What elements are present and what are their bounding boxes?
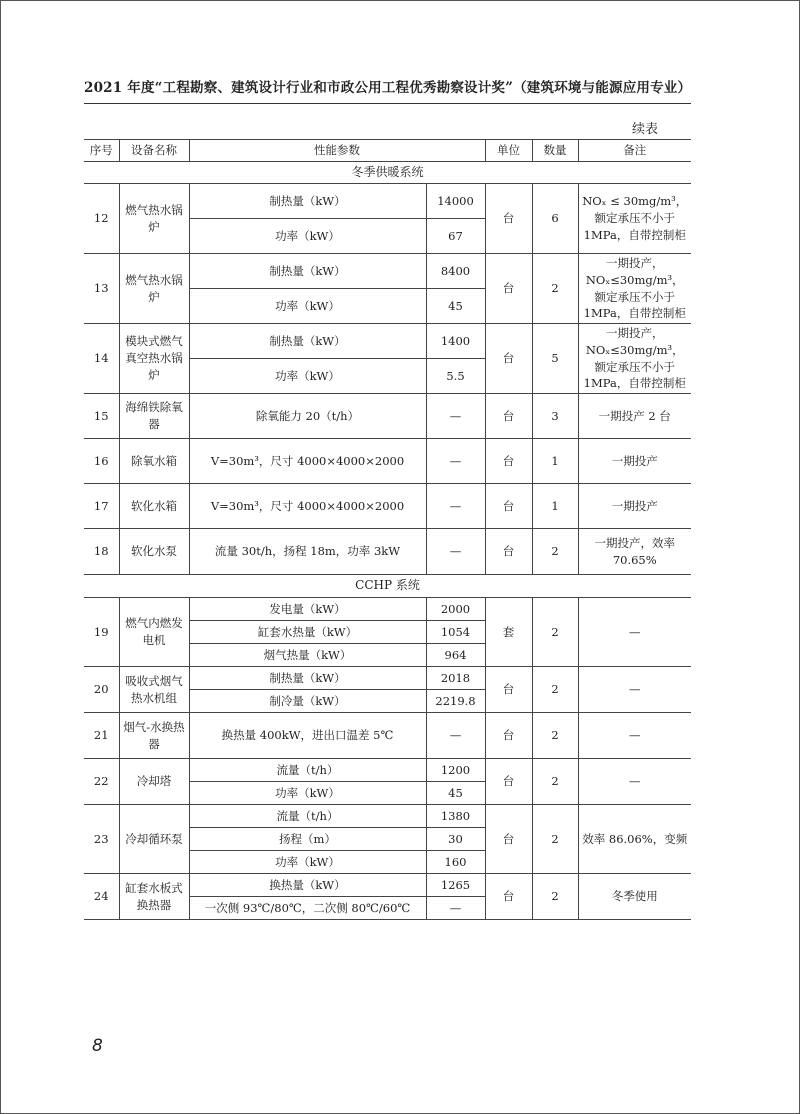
note-cell: 效率 86.06%，变频: [578, 805, 691, 874]
param-label: V=30m³，尺寸 4000×4000×2000: [189, 439, 426, 484]
param-label: 除氧能力 20（t/h）: [189, 394, 426, 439]
equipment-name: 除氧水箱: [119, 439, 189, 484]
param-label: 缸套水热量（kW）: [189, 621, 426, 644]
unit-cell: 台: [485, 759, 532, 805]
qty-cell: 6: [532, 184, 578, 254]
table-row: [84, 254, 691, 289]
param-value: 8400: [426, 254, 485, 289]
row-no: 17: [84, 484, 119, 529]
param-value: 14000: [426, 184, 485, 219]
section-title-winter: 冬季供暖系统: [84, 162, 691, 184]
param-value: 2018: [426, 667, 485, 690]
param-value: 2219.8: [426, 690, 485, 713]
table-row: [84, 598, 691, 621]
param-value: —: [426, 713, 485, 759]
table-header-row: [84, 140, 691, 162]
qty-cell: 2: [532, 529, 578, 575]
equipment-name: 吸收式烟气热水机组: [119, 667, 189, 713]
table-row: [84, 184, 691, 219]
qty-cell: 2: [532, 667, 578, 713]
note-cell: 冬季使用: [578, 874, 691, 920]
param-value: 1380: [426, 805, 485, 828]
qty-cell: 2: [532, 805, 578, 874]
param-label: 扬程（m）: [189, 828, 426, 851]
row-no: 21: [84, 713, 119, 759]
row-no: 24: [84, 874, 119, 920]
col-header-unit: 单位: [485, 140, 532, 162]
equipment-name: 冷却循环泵: [119, 805, 189, 874]
param-label: 一次侧 93℃/80℃，二次侧 80℃/60℃: [189, 897, 426, 920]
qty-cell: 2: [532, 759, 578, 805]
note-cell: 一期投产，NOₓ≤30mg/m³，额定承压不小于 1MPa，自带控制柜: [578, 254, 691, 324]
equipment-name: 燃气热水锅炉: [119, 254, 189, 324]
qty-cell: 1: [532, 439, 578, 484]
param-value: 1054: [426, 621, 485, 644]
col-header-name: 设备名称: [119, 140, 189, 162]
section-row: [84, 575, 691, 598]
param-label: 制热量（kW）: [189, 324, 426, 359]
col-header-qty: 数量: [532, 140, 578, 162]
qty-cell: 2: [532, 254, 578, 324]
row-no: 20: [84, 667, 119, 713]
col-header-params: 性能参数: [189, 140, 485, 162]
equipment-name: 冷却塔: [119, 759, 189, 805]
table-row: [84, 529, 691, 575]
equipment-name: 燃气热水锅炉: [119, 184, 189, 254]
row-no: 12: [84, 184, 119, 254]
table-row: [84, 759, 691, 782]
unit-cell: 台: [485, 713, 532, 759]
param-label: 功率（kW）: [189, 289, 426, 324]
unit-cell: 台: [485, 484, 532, 529]
note-cell: —: [578, 667, 691, 713]
param-value: 1400: [426, 324, 485, 359]
row-no: 14: [84, 324, 119, 394]
note-cell: 一期投产，效率 70.65%: [578, 529, 691, 575]
equipment-name: 软化水箱: [119, 484, 189, 529]
table-row: [84, 324, 691, 359]
param-label: V=30m³，尺寸 4000×4000×2000: [189, 484, 426, 529]
param-label: 流量 30t/h，扬程 18m，功率 3kW: [189, 529, 426, 575]
param-value: 2000: [426, 598, 485, 621]
table-row: [84, 874, 691, 897]
param-label: 换热量（kW）: [189, 874, 426, 897]
note-cell: NOₓ ≤ 30mg/m³，额定承压不小于 1MPa，自带控制柜: [578, 184, 691, 254]
unit-cell: 套: [485, 598, 532, 667]
equipment-name: 海绵铁除氧器: [119, 394, 189, 439]
qty-cell: 2: [532, 713, 578, 759]
unit-cell: 台: [485, 324, 532, 394]
row-no: 13: [84, 254, 119, 324]
param-label: 功率（kW）: [189, 851, 426, 874]
note-cell: —: [578, 713, 691, 759]
equipment-name: 模块式燃气真空热水锅炉: [119, 324, 189, 394]
param-value: 45: [426, 782, 485, 805]
param-value: 1200: [426, 759, 485, 782]
table-row: [84, 439, 691, 484]
header-divider: [84, 103, 691, 104]
param-label: 换热量 400kW，进出口温差 5℃: [189, 713, 426, 759]
param-value: 67: [426, 219, 485, 254]
continued-label: 续表: [632, 122, 659, 137]
param-value: 160: [426, 851, 485, 874]
qty-cell: 3: [532, 394, 578, 439]
col-header-note: 备注: [578, 140, 691, 162]
param-label: 烟气热量（kW）: [189, 644, 426, 667]
row-no: 16: [84, 439, 119, 484]
param-value: 964: [426, 644, 485, 667]
param-label: 制热量（kW）: [189, 254, 426, 289]
unit-cell: 台: [485, 254, 532, 324]
table-row: [84, 484, 691, 529]
param-value: 1265: [426, 874, 485, 897]
param-label: 功率（kW）: [189, 782, 426, 805]
equipment-name: 软化水泵: [119, 529, 189, 575]
qty-cell: 5: [532, 324, 578, 394]
unit-cell: 台: [485, 874, 532, 920]
equipment-table: [84, 139, 691, 920]
qty-cell: 1: [532, 484, 578, 529]
param-value: —: [426, 394, 485, 439]
page-header-title: 2021 年度“工程勘察、建筑设计行业和市政公用工程优秀勘察设计奖”（建筑环境与能源应用专业）: [84, 80, 692, 96]
unit-cell: 台: [485, 667, 532, 713]
row-no: 19: [84, 598, 119, 667]
param-value: —: [426, 439, 485, 484]
note-cell: 一期投产，NOₓ≤30mg/m³，额定承压不小于 1MPa，自带控制柜: [578, 324, 691, 394]
qty-cell: 2: [532, 874, 578, 920]
unit-cell: 台: [485, 529, 532, 575]
param-label: 制热量（kW）: [189, 667, 426, 690]
unit-cell: 台: [485, 184, 532, 254]
table-row: [84, 667, 691, 690]
param-label: 制冷量（kW）: [189, 690, 426, 713]
row-no: 22: [84, 759, 119, 805]
param-label: 功率（kW）: [189, 359, 426, 394]
param-value: —: [426, 484, 485, 529]
qty-cell: 2: [532, 598, 578, 667]
equipment-name: 燃气内燃发电机: [119, 598, 189, 667]
param-value: —: [426, 897, 485, 920]
param-label: 发电量（kW）: [189, 598, 426, 621]
note-cell: 一期投产 2 台: [578, 394, 691, 439]
equipment-name: 缸套水板式换热器: [119, 874, 189, 920]
unit-cell: 台: [485, 805, 532, 874]
unit-cell: 台: [485, 439, 532, 484]
param-value: 30: [426, 828, 485, 851]
param-label: 流量（t/h）: [189, 805, 426, 828]
note-cell: —: [578, 759, 691, 805]
param-value: —: [426, 529, 485, 575]
param-value: 45: [426, 289, 485, 324]
param-label: 功率（kW）: [189, 219, 426, 254]
note-cell: 一期投产: [578, 484, 691, 529]
note-cell: —: [578, 598, 691, 667]
param-value: 5.5: [426, 359, 485, 394]
row-no: 15: [84, 394, 119, 439]
unit-cell: 台: [485, 394, 532, 439]
section-title-cchp: CCHP 系统: [84, 575, 691, 598]
table-row: [84, 805, 691, 828]
param-label: 制热量（kW）: [189, 184, 426, 219]
row-no: 18: [84, 529, 119, 575]
table-row: [84, 394, 691, 439]
table-row: [84, 713, 691, 759]
equipment-name: 烟气-水换热器: [119, 713, 189, 759]
page-number: 8: [92, 1036, 103, 1056]
note-cell: 一期投产: [578, 439, 691, 484]
col-header-no: 序号: [84, 140, 119, 162]
param-label: 流量（t/h）: [189, 759, 426, 782]
row-no: 23: [84, 805, 119, 874]
section-row: [84, 162, 691, 184]
